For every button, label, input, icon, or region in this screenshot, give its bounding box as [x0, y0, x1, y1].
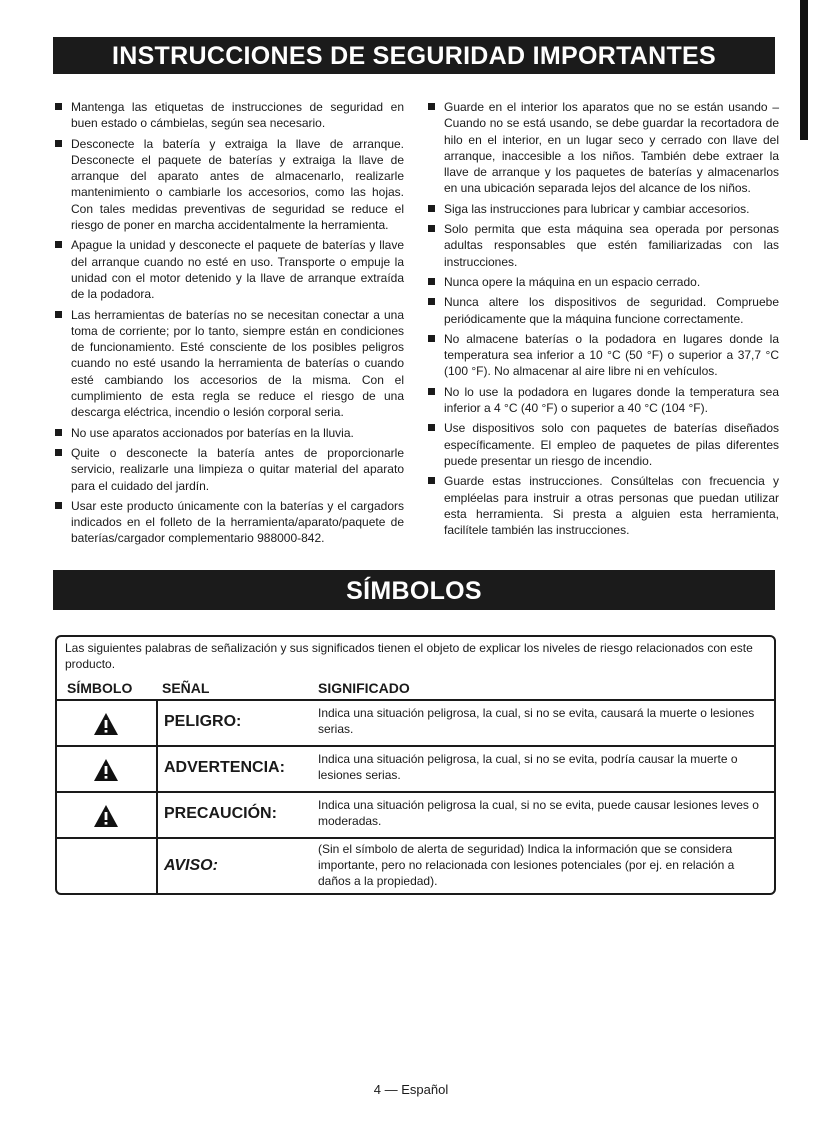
left-bullet-list	[54, 99, 404, 547]
bullet-square-icon	[55, 103, 62, 110]
header-meaning: SIGNIFICADO	[318, 680, 410, 696]
bullet-square-icon	[55, 311, 62, 318]
bullet-square-icon	[55, 449, 62, 456]
table-row	[57, 699, 776, 745]
signal-word: PRECAUCIÓN:	[164, 805, 277, 822]
list-item: No lo use la podadora en lugares donde la temperatura sea inferior a 4 °C (40 °F) o superior a 40 °C (104 °F).	[427, 384, 779, 417]
bullet-square-icon	[428, 477, 435, 484]
warning-triangle-icon	[93, 804, 119, 833]
signal-word: PELIGRO:	[164, 713, 242, 730]
table-row	[57, 745, 776, 791]
page-edge-bar	[800, 0, 808, 140]
signal-meaning: Indica una situación peligrosa, la cual, si no se evita, podría causar la muerte o lesiones serias.	[318, 752, 738, 782]
bullet-square-icon	[428, 335, 435, 342]
header-symbol: SÍMBOLO	[67, 680, 133, 696]
table-row	[57, 837, 776, 893]
list-item: Solo permita que esta máquina sea operada por personas adultas responsables que estén familiarizadas con las instrucciones.	[427, 221, 779, 270]
symbols-banner: SÍMBOLOS	[53, 570, 775, 610]
list-item: Mantenga las etiquetas de instrucciones de seguridad en buen estado o cámbielas, según sea necesario.	[54, 99, 404, 132]
right-bullet-list	[427, 99, 779, 538]
header-signal: SEÑAL	[162, 680, 210, 696]
bullet-square-icon	[428, 388, 435, 395]
bullet-square-icon	[428, 103, 435, 110]
bullet-square-icon	[428, 298, 435, 305]
signal-word: ADVERTENCIA:	[164, 759, 285, 776]
right-column	[427, 99, 779, 551]
list-item: Siga las instrucciones para lubricar y cambiar accesorios.	[427, 201, 779, 217]
signal-meaning: Indica una situación peligrosa, la cual, si no se evita, causará la muerte o lesiones serias.	[318, 706, 755, 736]
list-item: Las herramientas de baterías no se necesitan conectar a una toma de corriente; por lo tanto, siempre están en condiciones de funcionamiento. Esté consciente de los posibles peligros cuando no esté usando la herramienta de baterías o cuando esté cambiando los accesorios de la misma. Con el cumplimiento de esta regla se reduce el riesgo de una descarga eléctrica, incendio o lesión corporal seria.	[54, 307, 404, 421]
bullet-square-icon	[55, 502, 62, 509]
bullet-square-icon	[55, 241, 62, 248]
list-item: Apague la unidad y desconecte el paquete de baterías y llave del arranque cuando no esté en uso. Transporte o empuje la unidad con el motor detenido y la llave de arranque extraída de la podadora.	[54, 237, 404, 302]
safety-columns	[54, 99, 779, 551]
list-item: Guarde estas instrucciones. Consúltelas con frecuencia y empléelas para instruir a otras personas que puedan utilizar esta herramienta. Si presta a alguien esta herramienta, facilítele también las instrucciones.	[427, 473, 779, 538]
column-divider	[156, 837, 158, 893]
list-item: Nunca opere la máquina en un espacio cerrado.	[427, 274, 779, 290]
page-footer: 4 — Español	[373, 1082, 449, 1097]
signal-meaning: (Sin el símbolo de alerta de seguridad) Indica la información que se considera importante, pero no relacionada con lesiones potenciales (por ej. en relación a daños a la propiedad).	[318, 842, 735, 888]
list-item: Desconecte la batería y extraiga la llave de arranque. Desconecte el paquete de baterías y extraiga la llave de arranque del aparato antes de almacenarlo, realizarle mantenimiento o cambiarle los accesorios, como las hojas. Con tales medidas preventivas de seguridad se reduce el riesgo de poner en marcha accidentalmente la herramienta.	[54, 136, 404, 234]
safety-banner: INSTRUCCIONES DE SEGURIDAD IMPORTANTES	[53, 37, 775, 74]
bullet-square-icon	[428, 205, 435, 212]
signal-meaning: Indica una situación peligrosa la cual, si no se evita, puede causar lesiones leves o moderadas.	[318, 798, 759, 828]
list-item: Usar este producto únicamente con la baterías y el cargadors indicados en el folleto de la herramienta/aparato/paquete de baterías/cargador complementario 988000-842.	[54, 498, 404, 547]
column-divider	[156, 699, 158, 745]
list-item: Quite o desconecte la batería antes de proporcionarle servicio, realizarle una limpieza o quitar material del aparato para el cuidado del jardín.	[54, 445, 404, 494]
warning-triangle-icon	[93, 712, 119, 741]
list-item: No almacene baterías o la podadora en lugares donde la temperatura sea inferior a 10 °C (50 °F) o superior a 37,7 °C (100 °F). No almacenar al aire libre ni en vehículos.	[427, 331, 779, 380]
warning-triangle-icon	[93, 758, 119, 787]
bullet-square-icon	[428, 225, 435, 232]
column-divider	[156, 745, 158, 791]
bullet-square-icon	[428, 278, 435, 285]
list-item: Use dispositivos solo con paquetes de baterías diseñados específicamente. El empleo de paquetes de pilas diferentes puede presentar un riesgo de incendio.	[427, 420, 779, 469]
list-item: Guarde en el interior los aparatos que no se están usando – Cuando no se está usando, se debe guardar la recortadora de hilo en el interior, en un lugar seco y cerrado con llave del arranque, inaccesible a los niños. También debe extraer la llave de arranque y los paquetes de baterías y almacenarlos en una ubicación separada lejos del alcance de los niños.	[427, 99, 779, 197]
list-item: Nunca altere los dispositivos de seguridad. Compruebe periódicamente que la máquina funcione correctamente.	[427, 294, 779, 327]
left-column	[54, 99, 404, 551]
table-row	[57, 791, 776, 837]
signal-word: AVISO:	[164, 857, 218, 874]
bullet-square-icon	[55, 429, 62, 436]
list-item: No use aparatos accionados por baterías en la lluvia.	[54, 425, 404, 441]
bullet-square-icon	[55, 140, 62, 147]
column-divider	[156, 791, 158, 837]
symbols-table	[55, 635, 776, 895]
bullet-square-icon	[428, 424, 435, 431]
symbols-intro: Las siguientes palabras de señalización y sus significados tienen el objeto de explicar los niveles de riesgo relacionados con este producto.	[65, 641, 753, 671]
